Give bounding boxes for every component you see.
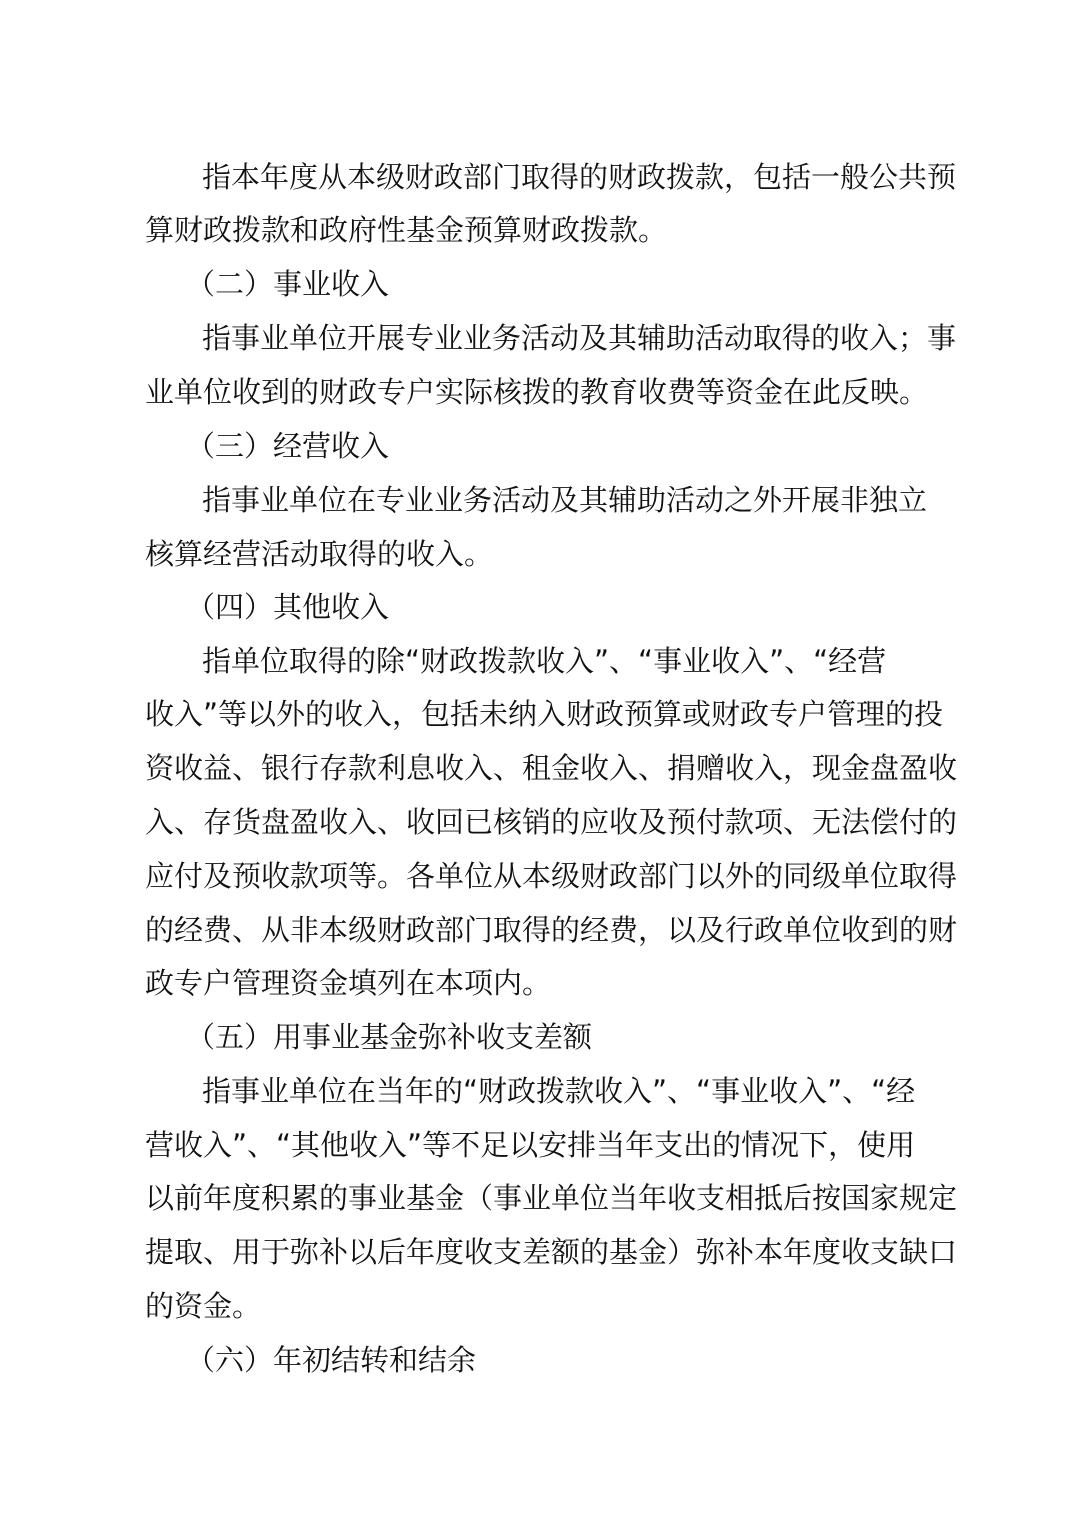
paragraph-line: 的经费、从非本级财政部门取得的经费，以及行政单位收到的财 bbox=[145, 913, 958, 947]
paragraph-line: 的资金。 bbox=[145, 1289, 262, 1323]
paragraph-line: 指本年度从本级财政部门取得的财政拨款，包括一般公共预 bbox=[202, 160, 957, 194]
paragraph-line: 入、存货盘盈收入、收回已核销的应收及预付款项、无法偿付的 bbox=[145, 805, 958, 839]
paragraph-line: 营收入”、“其他收入”等不足以安排当年支出的情况下，使用 bbox=[145, 1128, 916, 1162]
paragraph-line: 指事业单位开展专业业务活动及其辅助活动取得的收入；事 bbox=[202, 321, 957, 355]
section-heading: （二）事业收入 bbox=[186, 267, 390, 301]
paragraph-line: 应付及预收款项等。各单位从本级财政部门以外的同级单位取得 bbox=[145, 859, 958, 893]
paragraph-line: 业单位收到的财政专户实际核拨的教育收费等资金在此反映。 bbox=[145, 375, 929, 409]
paragraph-line: 指事业单位在当年的“财政拨款收入”、“事业收入”、“经 bbox=[202, 1074, 916, 1108]
paragraph-line: 指单位取得的除“财政拨款收入”、“事业收入”、“经营 bbox=[202, 644, 887, 678]
paragraph-line: 指事业单位在专业业务活动及其辅助活动之外开展非独立 bbox=[202, 483, 928, 517]
section-heading: （五）用事业基金弥补收支差额 bbox=[186, 1020, 593, 1054]
paragraph-line: 以前年度积累的事业基金（事业单位当年收支相抵后按国家规定 bbox=[145, 1181, 958, 1215]
paragraph-line: 政专户管理资金填列在本项内。 bbox=[145, 966, 552, 1000]
paragraph-line: 收入”等以外的收入，包括未纳入财政预算或财政专户管理的投 bbox=[145, 697, 944, 731]
paragraph-line: 提取、用于弥补以后年度收支差额的基金）弥补本年度收支缺口 bbox=[145, 1235, 958, 1269]
paragraph-line: 算财政拨款和政府性基金预算财政拨款。 bbox=[145, 213, 668, 247]
section-heading: （四）其他收入 bbox=[186, 590, 390, 624]
section-heading: （六）年初结转和结余 bbox=[186, 1343, 477, 1377]
section-heading: （三）经营收入 bbox=[186, 429, 390, 463]
paragraph-line: 资收益、银行存款利息收入、租金收入、捐赠收入，现金盘盈收 bbox=[145, 751, 958, 785]
paragraph-line: 核算经营活动取得的收入。 bbox=[145, 537, 494, 571]
